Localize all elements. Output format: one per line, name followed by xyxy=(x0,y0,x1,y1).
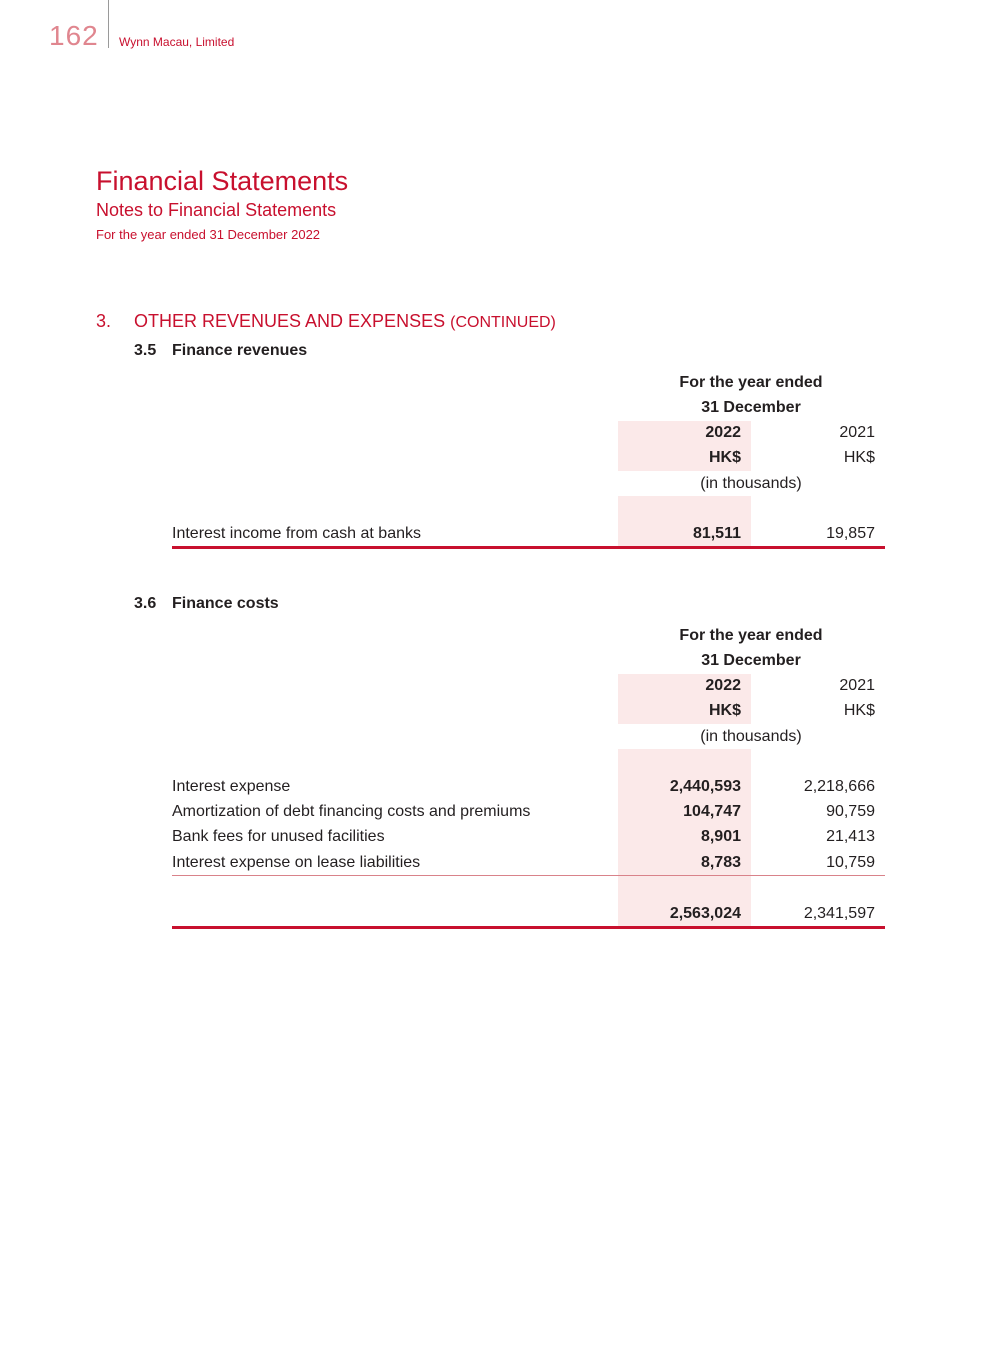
page-subtitle: Notes to Financial Statements xyxy=(96,200,337,220)
total-current: 2,563,024 xyxy=(669,905,741,922)
subtotal-rule xyxy=(172,875,885,876)
page-number: 162 xyxy=(49,20,99,51)
section-number: 3. xyxy=(96,311,112,331)
table-row-prior: 90,759 xyxy=(826,803,875,820)
total-underline xyxy=(172,926,885,929)
column-currency-prior: HK$ xyxy=(843,449,875,466)
section-title xyxy=(134,311,556,332)
table-row-label: Amortization of debt financing costs and premiums xyxy=(172,803,531,820)
table-row-prior: 19,857 xyxy=(826,525,875,542)
table-row-prior: 10,759 xyxy=(826,854,875,871)
table-row-prior: 2,218,666 xyxy=(803,778,875,795)
column-year-prior: 2021 xyxy=(839,424,875,441)
table-row-label: Interest expense on lease liabilities xyxy=(172,854,421,871)
total-underline xyxy=(172,546,885,549)
subsection-number-finance-revenues: 3.5 xyxy=(134,342,157,359)
table-row-label: Bank fees for unused facilities xyxy=(172,828,385,845)
column-year-current: 2022 xyxy=(705,677,741,694)
column-currency-current: HK$ xyxy=(708,449,741,466)
total-prior: 2,341,597 xyxy=(803,905,875,922)
table-row-current: 2,440,593 xyxy=(669,778,741,795)
column-currency-current: HK$ xyxy=(708,702,741,719)
company-name: Wynn Macau, Limited xyxy=(119,35,235,49)
column-year-prior: 2021 xyxy=(839,677,875,694)
table-row-current: 8,901 xyxy=(700,828,741,845)
table-row-label: Interest expense xyxy=(172,778,291,795)
column-header-period: For the year ended xyxy=(679,627,823,644)
reporting-period: For the year ended 31 December 2022 xyxy=(96,227,321,242)
table-row-current: 81,511 xyxy=(692,525,741,542)
column-unit: (in thousands) xyxy=(700,728,802,745)
table-row-prior: 21,413 xyxy=(826,828,875,845)
column-header-date: 31 December xyxy=(701,652,801,669)
section-title-suffix: (CONTINUED) xyxy=(450,314,556,331)
table-row-label: Interest income from cash at banks xyxy=(172,525,421,542)
column-header-period: For the year ended xyxy=(679,374,823,391)
column-unit: (in thousands) xyxy=(700,475,802,492)
header-divider xyxy=(108,0,109,48)
table-row-current: 8,783 xyxy=(700,854,741,871)
subsection-title-finance-revenues: Finance revenues xyxy=(172,342,308,359)
page-title: Financial Statements xyxy=(96,166,349,196)
column-year-current: 2022 xyxy=(705,424,741,441)
subsection-number-finance-costs: 3.6 xyxy=(134,595,157,612)
section-title-text: OTHER REVENUES AND EXPENSES xyxy=(134,311,446,331)
table-row-current: 104,747 xyxy=(683,803,741,820)
column-currency-prior: HK$ xyxy=(843,702,875,719)
column-header-date: 31 December xyxy=(701,399,801,416)
subsection-title-finance-costs: Finance costs xyxy=(172,595,279,612)
